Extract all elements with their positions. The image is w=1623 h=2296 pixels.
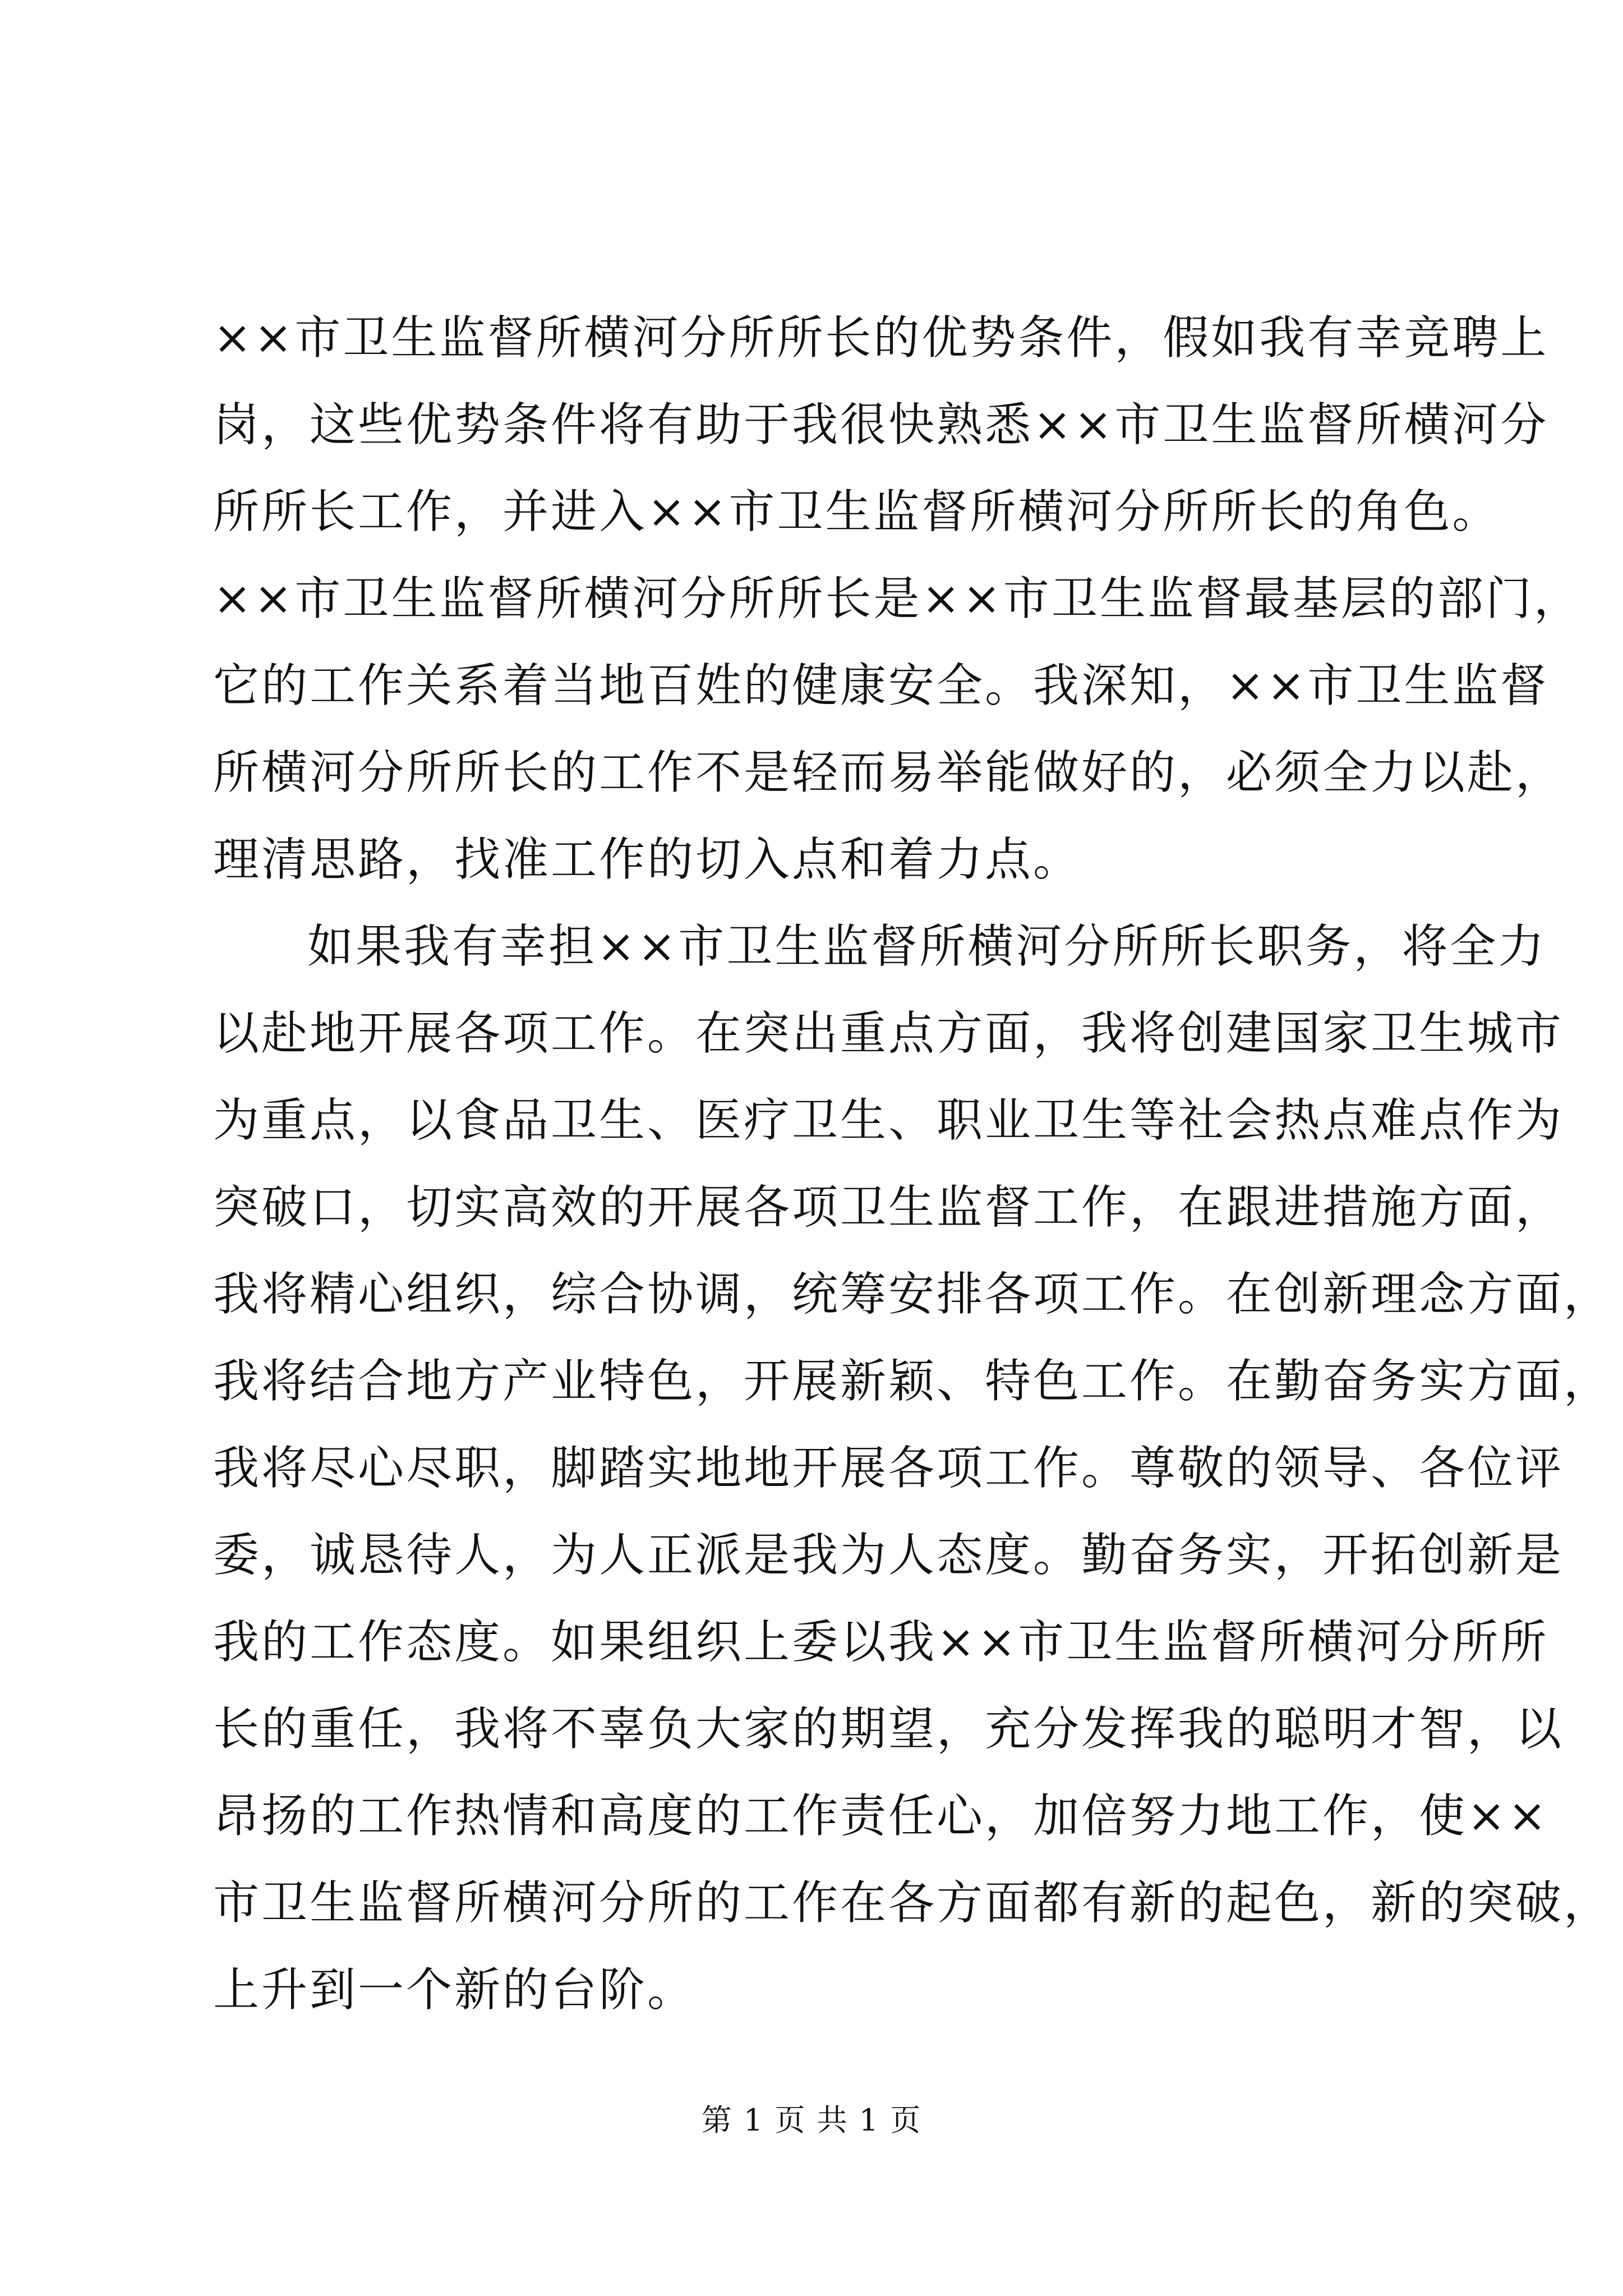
text-line: 委，诚恳待人，为人正派是我为人态度。勤奋务实，开拓创新是: [213, 1529, 1564, 1582]
text-line: 突破口，切实高效的开展各项卫生监督工作，在跟进措施方面，: [213, 1181, 1564, 1234]
text-line: 市卫生监督所横河分所的工作在各方面都有新的起色，新的突破，: [213, 1876, 1612, 1930]
document-body: [213, 295, 1612, 2033]
text-line: 我将精心组织，综合协调，统筹安排各项工作。在创新理念方面，: [213, 1268, 1612, 1321]
text-line: 我将尽心尽职，脚踏实地地开展各项工作。尊敬的领导、各位评: [213, 1442, 1564, 1495]
page-number-footer: 第 1 页 共 1 页: [701, 2102, 922, 2138]
text-line: 我将结合地方产业特色，开展新颖、特色工作。在勤奋务实方面，: [213, 1355, 1612, 1408]
text-line: 长的重任，我将不辜负大家的期望，充分发挥我的聪明才智，以: [213, 1703, 1564, 1756]
text-line: 所所长工作，并进入××市卫生监督所横河分所所长的角色。: [213, 485, 1501, 539]
paragraph-first-line: 如果我有幸担××市卫生监督所横河分所所长职务，将全力: [307, 920, 1547, 973]
text-line: 上升到一个新的台阶。: [213, 1963, 696, 2017]
text-line: 我的工作态度。如果组织上委以我××市卫生监督所横河分所所: [213, 1616, 1549, 1669]
text-line: ××市卫生监督所横河分所所长是××市卫生监督最基层的部门，: [213, 572, 1582, 625]
text-line: ××市卫生监督所横河分所所长的优势条件，假如我有幸竞聘上: [213, 311, 1549, 365]
text-line: 理清思路，找准工作的切入点和着力点。: [213, 833, 1082, 886]
text-line: 所横河分所所长的工作不是轻而易举能做好的，必须全力以赴，: [213, 746, 1564, 799]
text-line: 为重点，以食品卫生、医疗卫生、职业卫生等社会热点难点作为: [213, 1094, 1564, 1147]
text-line: 它的工作关系着当地百姓的健康安全。我深知，××市卫生监督: [213, 659, 1549, 712]
text-line: 岗，这些优势条件将有助于我很快熟悉××市卫生监督所横河分: [213, 398, 1549, 452]
text-line: 昂扬的工作热情和高度的工作责任心，加倍努力地工作，使××: [213, 1789, 1549, 1843]
text-line: 以赴地开展各项工作。在突出重点方面，我将创建国家卫生城市: [213, 1007, 1564, 1060]
